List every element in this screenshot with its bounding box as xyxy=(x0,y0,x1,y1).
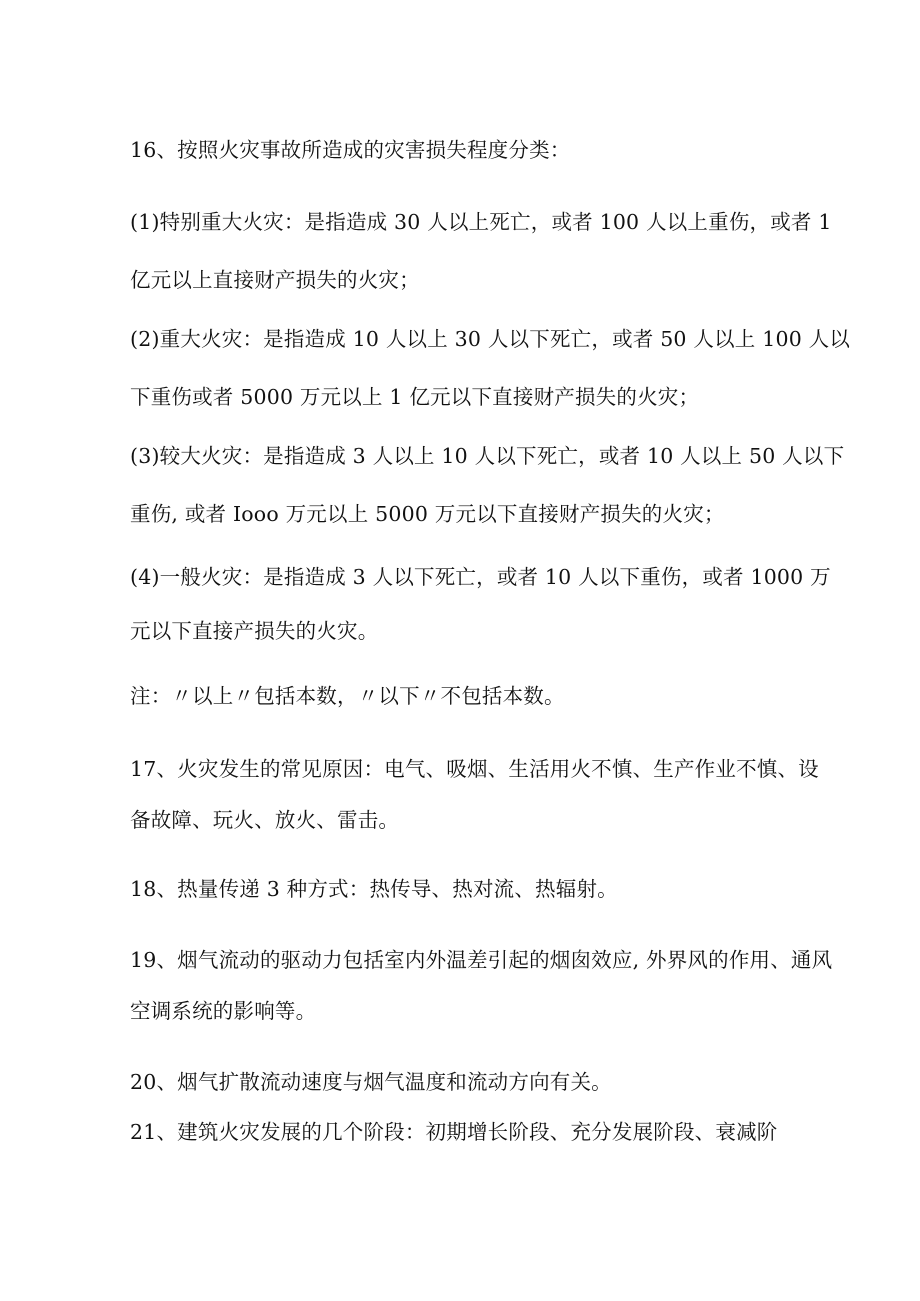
text-line: 下重伤或者 5000 万元以上 1 亿元以下直接财产损失的火灾； xyxy=(130,385,700,409)
text-line: 20、烟气扩散流动速度与烟气温度和流动方向有关。 xyxy=(130,1070,612,1094)
text-line: 19、烟气流动的驱动力包括室内外温差引起的烟囱效应, 外界风的作用、通风 xyxy=(130,948,833,972)
text-line: 21、建筑火灾发展的几个阶段：初期增长阶段、充分发展阶段、衰减阶 xyxy=(130,1120,778,1144)
text-line: 元以下直接产损失的火灾。 xyxy=(130,619,379,643)
text-line: 备故障、玩火、放火、雷击。 xyxy=(130,808,400,832)
text-line: 17、火灾发生的常见原因：电气、吸烟、生活用火不慎、生产作业不慎、设 xyxy=(130,757,819,781)
text-line: (2)重大火灾：是指造成 10 人以上 30 人以下死亡，或者 50 人以上 100 人以 xyxy=(130,327,851,351)
text-line: (3)较大火灾：是指造成 3 人以上 10 人以下死亡，或者 10 人以上 50 人以下 xyxy=(130,444,845,468)
text-line: (4)一般火灾：是指造成 3 人以下死亡，或者 10 人以下重伤，或者 1000 万 xyxy=(130,565,831,589)
text-line: (1)特别重大火灾：是指造成 30 人以上死亡，或者 100 人以上重伤，或者 1 xyxy=(130,210,832,234)
text-line: 注：〃以上〃包括本数，〃以下〃不包括本数。 xyxy=(130,684,565,708)
text-line: 空调系统的影响等。 xyxy=(130,999,317,1023)
text-line: 亿元以上直接财产损失的火灾； xyxy=(130,268,420,292)
text-line: 重伤, 或者 Iooo 万元以上 5000 万元以下直接财产损失的火灾； xyxy=(130,502,725,526)
text-line: 16、按照火灾事故所造成的灾害损失程度分类： xyxy=(130,138,571,162)
text-line: 18、热量传递 3 种方式：热传导、热对流、热辐射。 xyxy=(130,877,618,901)
